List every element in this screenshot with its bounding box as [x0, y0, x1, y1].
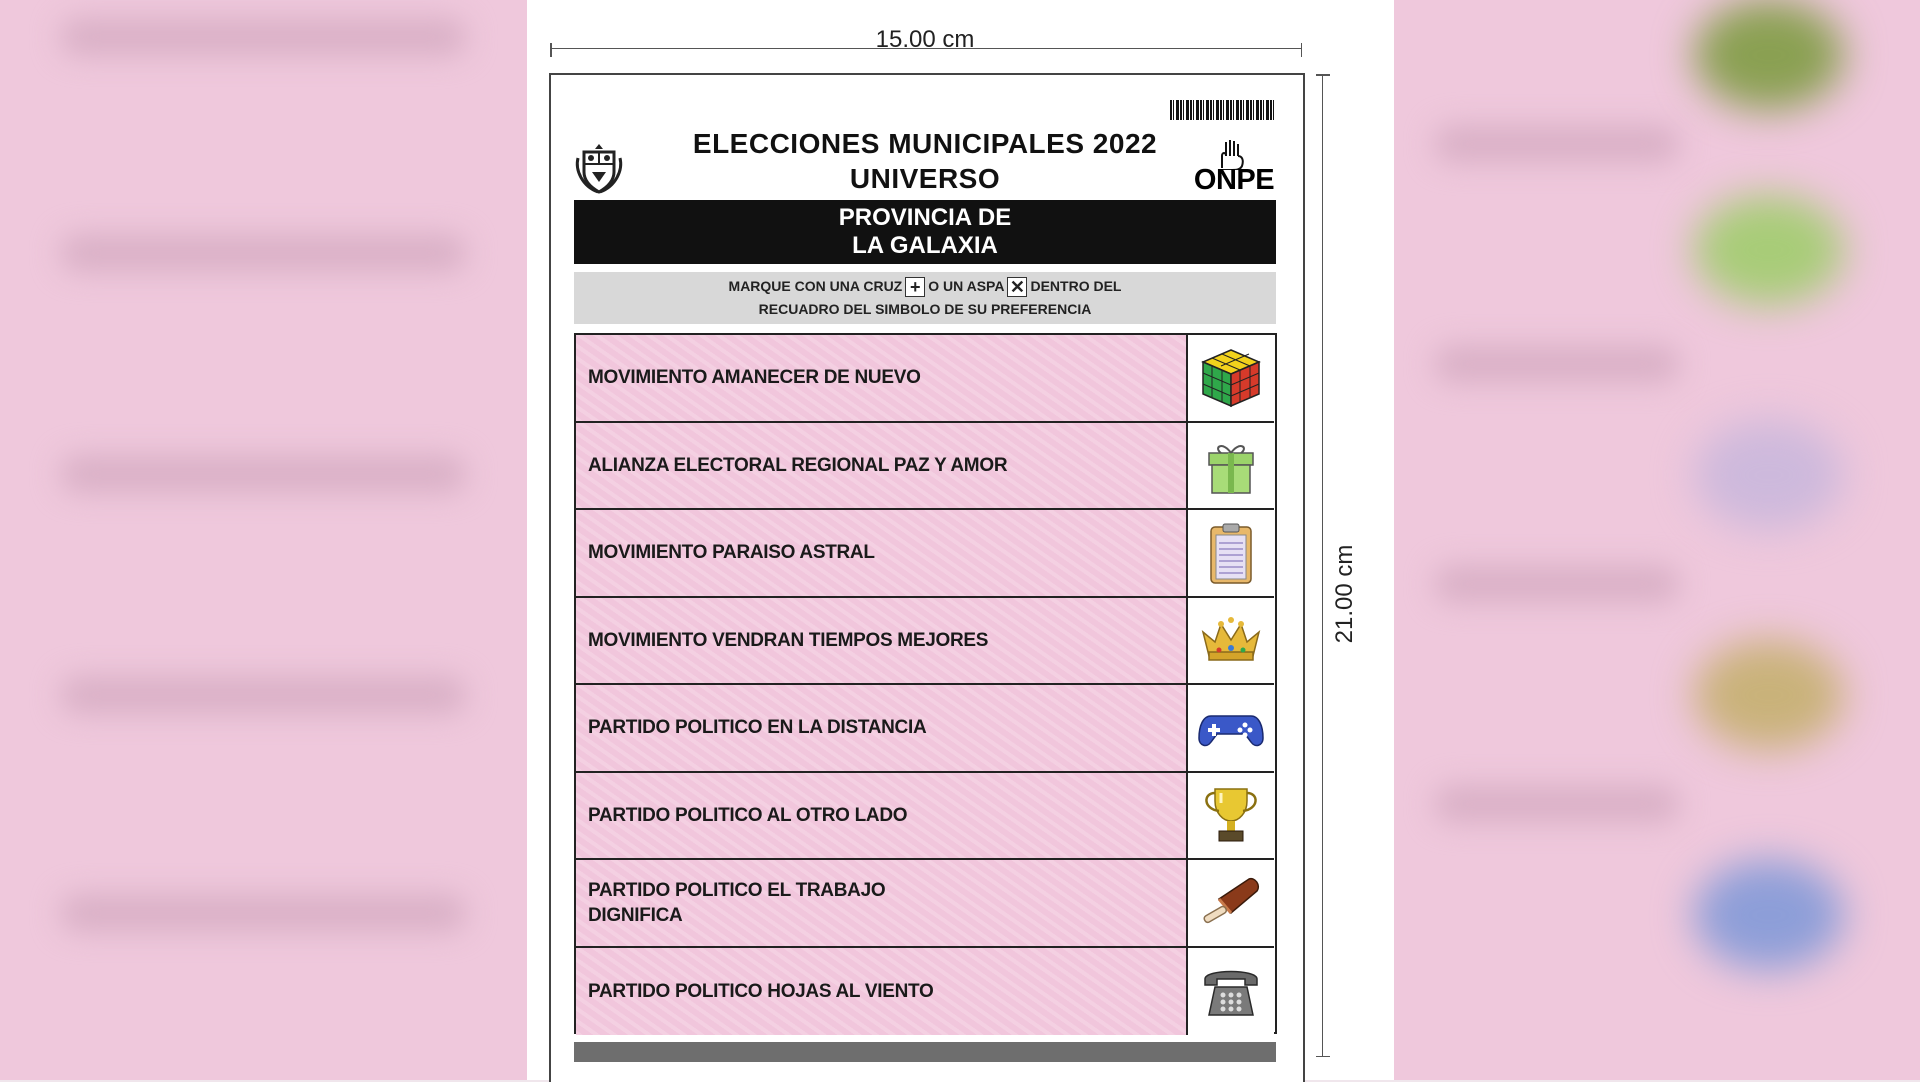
province-line-2: LA GALAXIA [852, 232, 998, 259]
party-name: PARTIDO POLITICO AL OTRO LADO [588, 804, 908, 826]
party-row [576, 685, 1274, 773]
ballot-footer-bar [574, 1042, 1276, 1062]
crown-icon [1197, 606, 1265, 674]
party-row [576, 598, 1274, 686]
x-mark-example: ✕ [1007, 277, 1027, 297]
width-dimension-label: 15.00 cm [875, 26, 975, 53]
party-name: PARTIDO POLITICO EL TRABAJO DIGNIFICA [588, 879, 886, 926]
barcode [1170, 100, 1276, 120]
party-name: PARTIDO POLITICO EN LA DISTANCIA [588, 717, 927, 739]
gamepad-icon [1197, 694, 1265, 762]
party-symbol-box[interactable] [1188, 510, 1274, 596]
party-name: MOVIMIENTO VENDRAN TIEMPOS MEJORES [588, 629, 989, 651]
party-row [576, 948, 1274, 1036]
party-name: MOVIMIENTO PARAISO ASTRAL [588, 542, 875, 564]
party-row [576, 860, 1274, 948]
province-header [574, 200, 1276, 264]
instruction-text-1: MARQUE CON UNA CRUZ [728, 278, 903, 294]
party-row [576, 423, 1274, 511]
province-line-1: PROVINCIA DE [838, 204, 1012, 231]
party-symbol-box[interactable] [1188, 598, 1274, 684]
party-name: ALIANZA ELECTORAL REGIONAL PAZ Y AMOR [588, 454, 1008, 476]
party-list [574, 333, 1277, 1034]
blurred-background-right [1394, 0, 1920, 1080]
instruction-text-4: RECUADRO DEL SIMBOLO DE SU PREFERENCIA [758, 301, 1092, 317]
party-symbol-box[interactable] [1188, 860, 1274, 946]
telephone-icon [1197, 957, 1265, 1025]
title-line-2: UNIVERSO [849, 163, 1001, 194]
onpe-logo: ONPE [1193, 164, 1275, 196]
party-symbol-box[interactable] [1188, 948, 1274, 1036]
coat-of-arms-icon [574, 138, 624, 196]
trophy-icon [1197, 781, 1265, 849]
party-row [576, 335, 1274, 423]
party-row [576, 510, 1274, 598]
marking-instructions [574, 272, 1276, 324]
party-name: PARTIDO POLITICO HOJAS AL VIENTO [588, 980, 934, 1002]
clipboard-icon [1197, 519, 1265, 587]
party-row [576, 773, 1274, 861]
height-dimension-label: 21.00 cm [1331, 544, 1358, 644]
party-symbol-box[interactable] [1188, 685, 1274, 771]
title-line-1: ELECCIONES MUNICIPALES 2022 [692, 128, 1158, 159]
ice-cream-bar-icon [1197, 869, 1265, 937]
party-symbol-box[interactable] [1188, 423, 1274, 509]
rubiks-cube-icon [1197, 344, 1265, 412]
instruction-text-3: DENTRO DEL [1030, 278, 1122, 294]
instruction-text-2: O UN ASPA [928, 278, 1005, 294]
party-symbol-box[interactable] [1188, 773, 1274, 859]
gift-box-icon [1197, 431, 1265, 499]
party-symbol-box[interactable] [1188, 335, 1274, 421]
ballot-title [660, 126, 1190, 196]
blurred-background-left [0, 0, 527, 1080]
cross-mark-example: + [905, 277, 925, 297]
party-name: MOVIMIENTO AMANECER DE NUEVO [588, 367, 921, 389]
